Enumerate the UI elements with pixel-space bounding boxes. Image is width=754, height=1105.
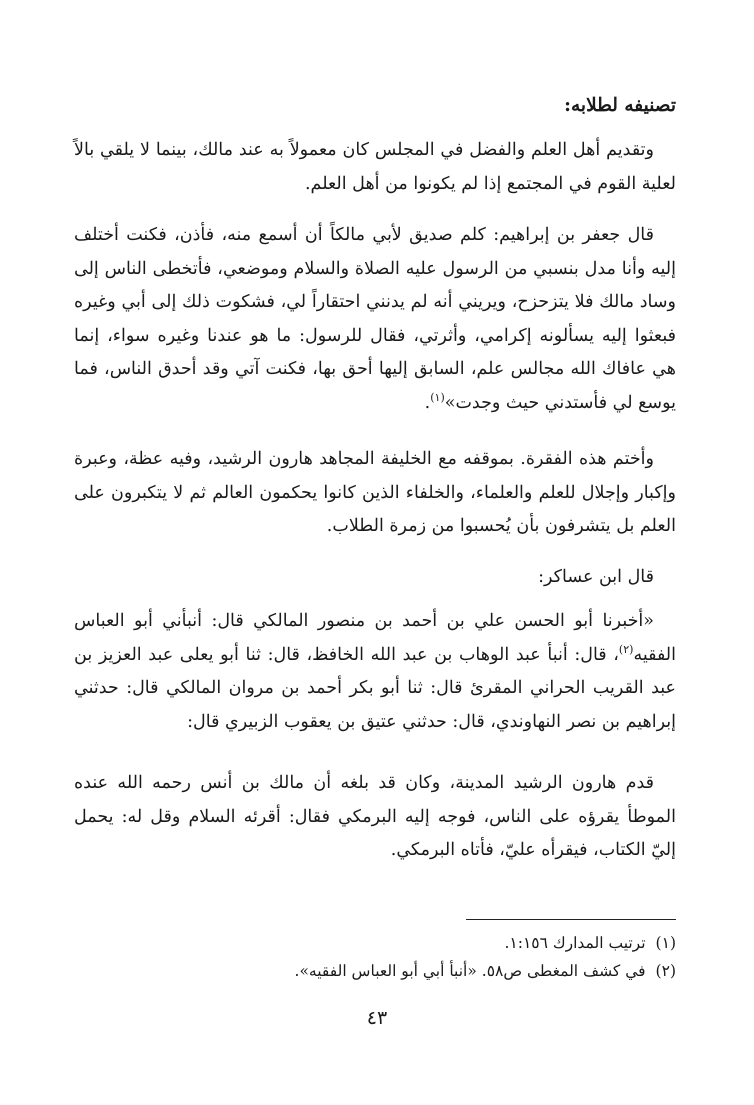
page-number: ٤٣ bbox=[366, 1007, 388, 1029]
paragraph-5-text-b: ، قال: أنبأ عبد الوهاب بن عبد الله الخافظ، قال: ثنا أبو يعلى عبد العزيز بن عبد القريب الحراني المقرئ قال: ثنا أبو بكر أحمد بن مروان المالكي قال: حدثني إبراهيم بن نصر النهاوندي، قال: حدثني عتيق بن يعقوب الزبيري قال: bbox=[74, 644, 676, 732]
paragraph-2-text: قال جعفر بن إبراهيم: كلم صديق لأبي مالكاً أن أسمع منه، فأذن، فكنت أختلف إليه وأنا مدل بنسبي من الرسول عليه الصلاة والسلام وموضعي، فأتخطى الناس إلى وساد مالك فلا يتزحزح، ويريني أنه لم يدنني احتقاراً لي، فشكوت ذلك إلى أبي وغيره فبعثوا إليه يسألونه إكرامي، وأثرتي، فقال للرسول: ما هو عندنا وغيره سواء، إنما هي عافاك الله مجالس علم، السابق إليها أحق بها، فكنت آتي وقد أحدق الناس، فما يوسع لي فأستدني حيث وجدت» bbox=[74, 225, 676, 413]
paragraph-5-text-a: «أخبرنا أبو الحسن علي بن أحمد بن منصور المالكي قال: أنبأني أبو العباس الفقيه bbox=[74, 611, 676, 665]
footnote-text: ترتيب المدارك ١:١٥٦. bbox=[504, 934, 646, 952]
footnote-ref-2: (٢) bbox=[618, 642, 634, 656]
paragraph-3: وأختم هذه الفقرة. بموقفه مع الخليفة المجاهد هارون الرشيد، وفيه عظة، وعبرة وإكبار وإجلال للعلم والعلماء، والخلفاء الذين كانوا يحكمون العالم ثم لا يتكبرون على العلم بل يتشرفون بأن يُحسبوا من زمرة الطلاب. bbox=[74, 449, 676, 536]
paragraph-2 bbox=[74, 219, 676, 420]
paragraph-5 bbox=[74, 605, 676, 739]
footnote-ref-1: (١) bbox=[430, 390, 445, 404]
footnote-number: (٢) bbox=[655, 962, 676, 980]
paragraph-6: قدم هارون الرشيد المدينة، وكان قد بلغه أن مالك بن أنس رحمه الله عنده الموطأ يقرؤه على الناس، فوجه إليه البرمكي فقال: أقرئه السلام وقل له: يحمل إليّ الكتاب، فيقرأه عليّ، فأتاه البرمكي. bbox=[74, 773, 676, 860]
section-heading: تصنيفه لطلابه: bbox=[564, 95, 676, 116]
footnotes bbox=[74, 929, 676, 985]
paragraph-1: وتقديم أهل العلم والفضل في المجلس كان معمولاً به عند مالك، بينما لا يلقي بالاً لعلية القوم في المجتمع إذا لم يكونوا من أهل العلم. bbox=[74, 140, 676, 194]
footnote-1 bbox=[74, 929, 676, 957]
footnote-divider bbox=[466, 919, 676, 920]
footnote-2 bbox=[74, 957, 676, 985]
paragraph-4: قال ابن عساكر: bbox=[538, 567, 654, 587]
footnote-text: في كشف المغطى ص٥٨. «أنبأ أبي أبو العباس الفقيه». bbox=[294, 962, 646, 980]
paragraph-2-end: . bbox=[424, 392, 431, 413]
footnote-number: (١) bbox=[655, 934, 676, 952]
